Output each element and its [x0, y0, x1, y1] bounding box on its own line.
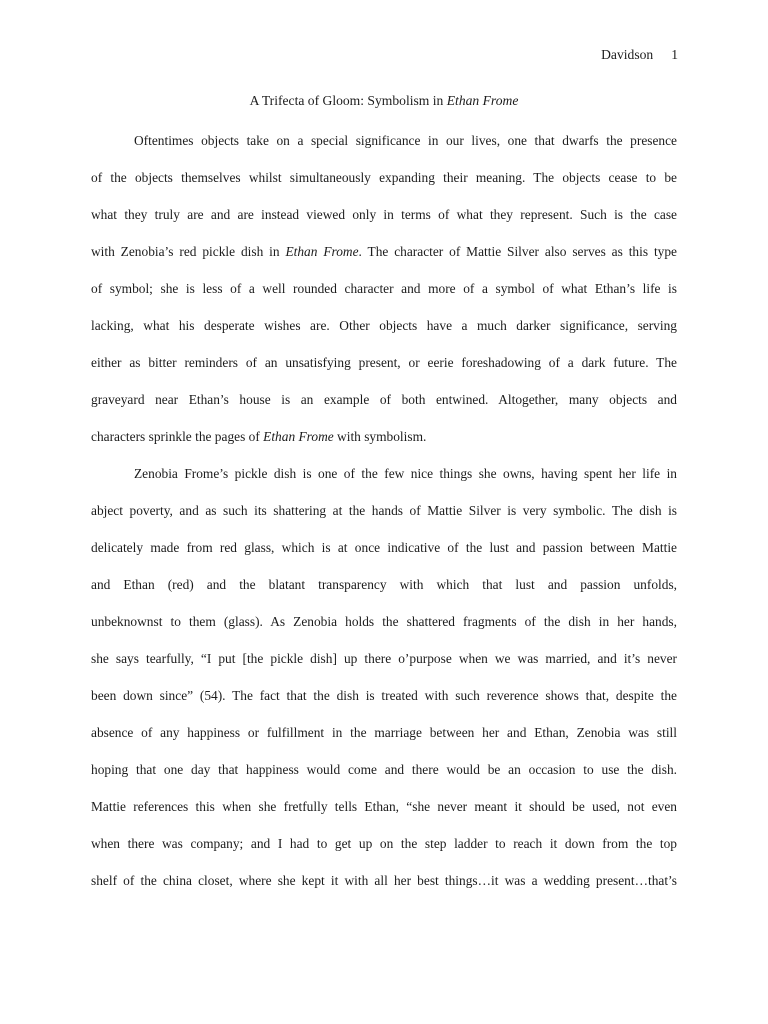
text-segment: with symbolism. [333, 429, 427, 444]
italic-book-title: Ethan Frome [263, 429, 334, 444]
text-segment: unbeknownst to them (glass). As Zenobia holds the shattered fragments of the dish in her hands, [91, 614, 677, 629]
text-line [91, 279, 677, 316]
text-segment: with Zenobia’s red pickle dish in [91, 244, 286, 259]
text-segment: . The character of Mattie Silver also serves as this type [358, 244, 677, 259]
text-line [91, 427, 677, 464]
text-segment: of symbol; she is less of a well rounded character and more of a symbol of what Ethan’s life is [91, 281, 677, 296]
text-segment: Zenobia Frome’s pickle dish is one of the few nice things she owns, having spent her life in [134, 466, 677, 481]
text-segment: Oftentimes objects take on a special significance in our lives, one that dwarfs the presence [134, 133, 677, 148]
text-segment: lacking, what his desperate wishes are. Other objects have a much darker significance, serving [91, 318, 677, 333]
text-line [91, 612, 677, 649]
italic-book-title: Ethan Frome [285, 244, 359, 259]
text-line [91, 242, 677, 279]
text-line [91, 760, 677, 797]
text-line [91, 168, 677, 205]
text-line [91, 797, 677, 834]
text-line [91, 686, 677, 723]
essay-title [0, 93, 768, 109]
text-segment: either as bitter reminders of an unsatisfying present, or eerie foreshadowing of a dark future. The [91, 355, 677, 370]
text-segment: abject poverty, and as such its shattering at the hands of Mattie Silver is very symbolic. The dish is [91, 503, 677, 518]
text-line [91, 723, 677, 760]
text-segment: graveyard near Ethan’s house is an example of both entwined. Altogether, many objects and [91, 392, 677, 407]
text-line [91, 871, 677, 908]
text-segment: absence of any happiness or fulfillment in the marriage between her and Ethan, Zenobia was still [91, 725, 677, 740]
text-segment: she says tearfully, “I put [the pickle dish] up there o’purpose when we was married, and it’s never [91, 651, 677, 666]
author-surname: Davidson [601, 47, 654, 62]
text-line [91, 390, 677, 427]
text-line [91, 353, 677, 390]
text-segment: shelf of the china closet, where she kept it with all her best things…it was a wedding present…that’s [91, 873, 677, 888]
text-line [91, 649, 677, 686]
text-segment: and Ethan (red) and the blatant transparency with which that lust and passion unfolds, [91, 577, 677, 592]
text-line [91, 205, 677, 242]
text-line [91, 538, 677, 575]
text-segment: what they truly are and are instead viewed only in terms of what they represent. Such is the case [91, 207, 677, 222]
essay-body [91, 131, 677, 908]
text-segment: been down since” (54). The fact that the dish is treated with such reverence shows that, despite the [91, 688, 677, 703]
text-line [91, 464, 677, 501]
text-line [91, 575, 677, 612]
text-segment: hoping that one day that happiness would come and there would be an occasion to use the dish. [91, 762, 677, 777]
text-line [91, 501, 677, 538]
running-header [601, 47, 678, 63]
text-segment: of the objects themselves whilst simultaneously expanding their meaning. The objects cease to be [91, 170, 677, 185]
page-number: 1 [671, 47, 678, 62]
essay-title-book-name: Ethan Frome [446, 93, 519, 108]
text-line [91, 316, 677, 353]
text-segment: characters sprinkle the pages of [91, 429, 264, 444]
text-segment: Mattie references this when she fretfully tells Ethan, “she never meant it should be used, not even [91, 799, 677, 814]
essay-title-text: A Trifecta of Gloom: Symbolism in [249, 93, 447, 108]
text-line [91, 834, 677, 871]
text-segment: when there was company; and I had to get up on the step ladder to reach it down from the top [91, 836, 677, 851]
text-line [91, 131, 677, 168]
text-segment: delicately made from red glass, which is at once indicative of the lust and passion between Mattie [91, 540, 677, 555]
